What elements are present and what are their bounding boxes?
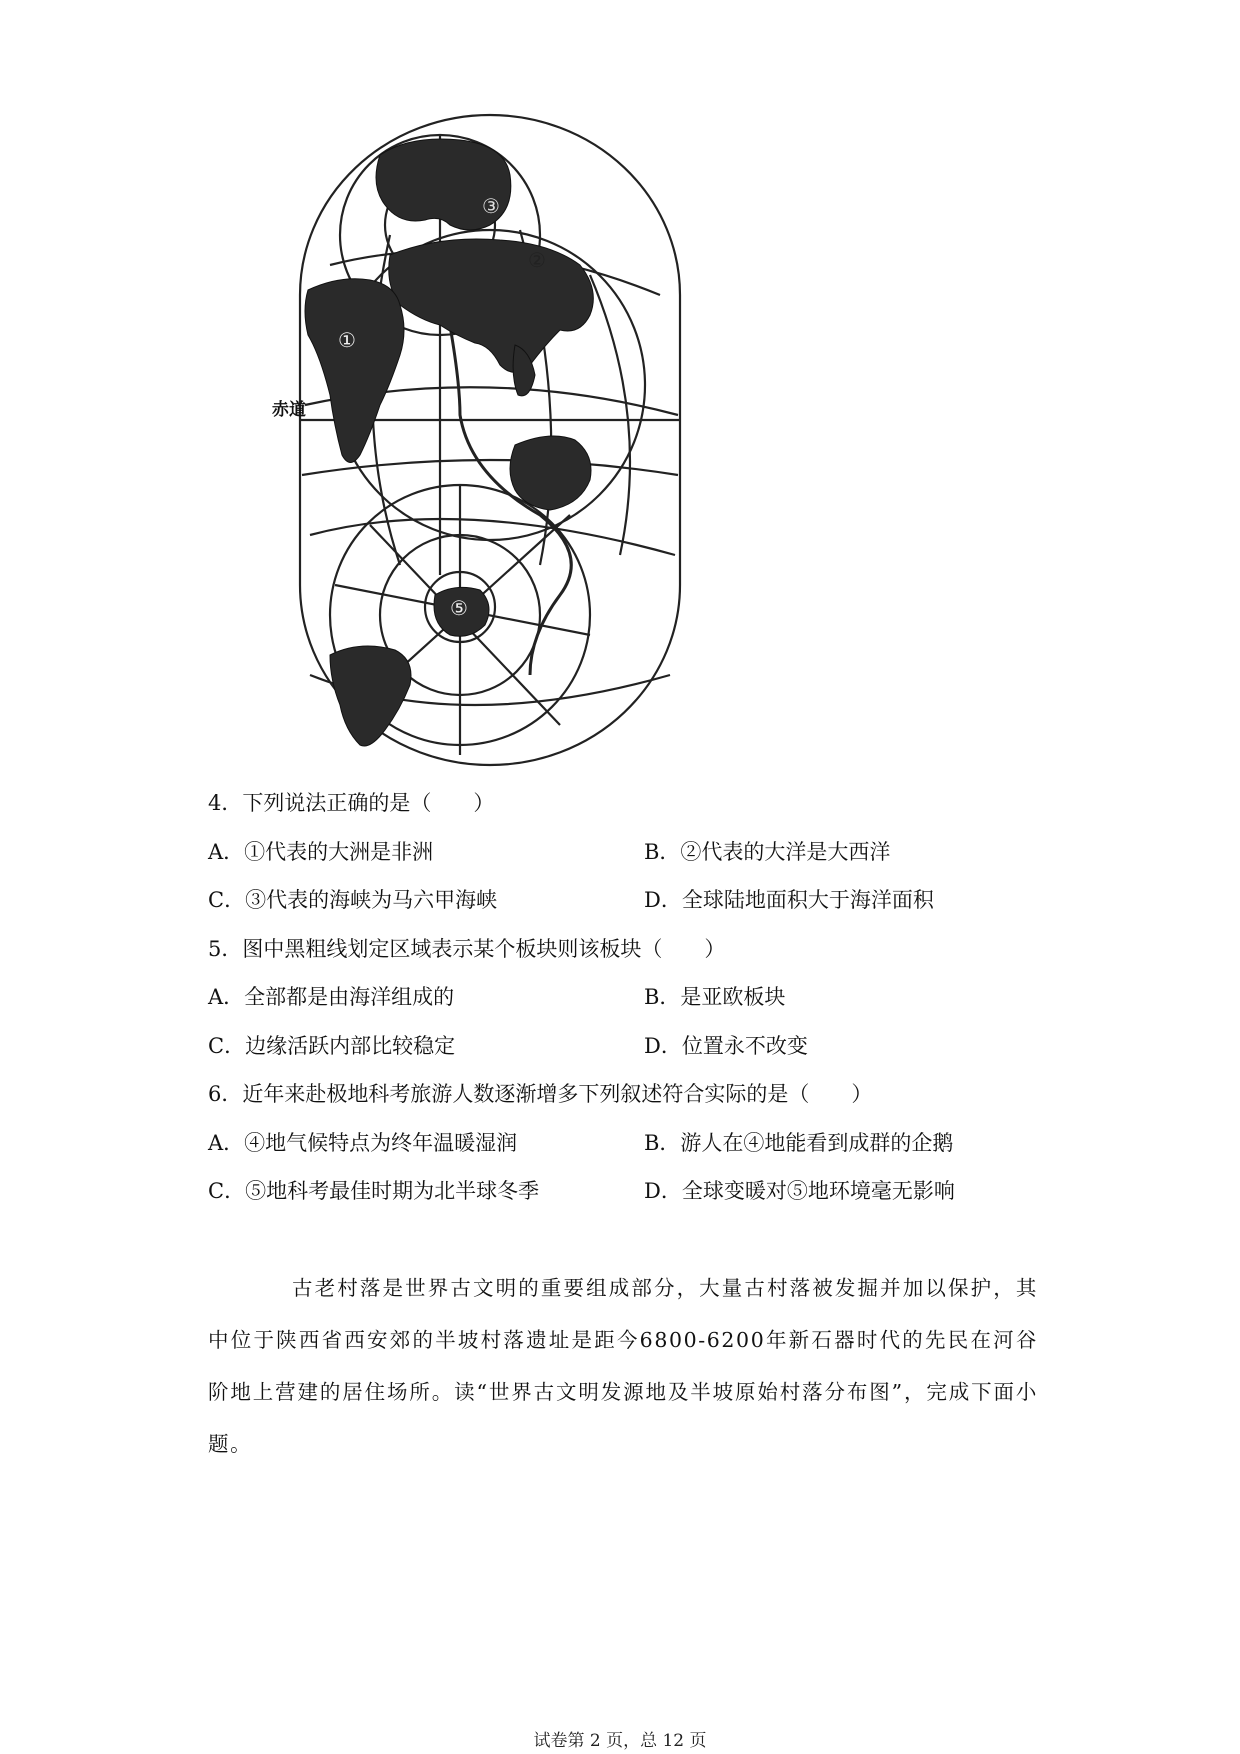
question-4-stem: 4．下列说法正确的是（ ） [208,791,495,815]
question-4-option-c: C．③代表的海峡为马六甲海峡 [208,888,498,912]
question-6-option-a: A．④地气候特点为终年温暖湿润 [208,1130,518,1155]
question-6-stem: 6．近年来赴极地科考旅游人数逐渐增多下列叙述符合实际的是（ ） [208,1082,873,1106]
question-4-option-a: A．①代表的大洲是非洲 [208,839,434,864]
question-5-option-a: A．全部都是由海洋组成的 [208,985,455,1009]
question-5-option-b: B．是亚欧板块 [644,985,786,1009]
question-6-option-c: C．⑤地科考最佳时期为北半球冬季 [208,1179,540,1203]
map-marker-2: ② [528,248,546,272]
world-map-svg [272,115,690,765]
question-5-options-row-2 [208,1029,1038,1078]
passage-text: 古老村落是世界古文明的重要组成部分，大量古村落被发掘并加以保护，其中位于陕西省西安郊的半坡村落遗址是距今6800-6200年新石器时代的先民在河谷阶地上营建的居住场所。读“世界古文明发源地及半坡原始村落分布图”，完成下面小题。 [208,1276,1038,1456]
question-5-stem: 5．图中黑粗线划定区域表示某个板块则该板块（ ） [208,936,726,961]
reading-passage [208,1262,1038,1470]
map-marker-5: ⑤ [450,596,468,620]
world-map-figure [272,115,690,765]
page-footer: 试卷第 2 页，总 12 页 [533,1731,707,1751]
question-5-option-c: C．边缘活跃内部比较稳定 [208,1033,456,1058]
question-6-option-b: B．游人在④地能看到成群的企鹅 [644,1130,954,1155]
question-5-options-row-1 [208,980,1038,1029]
question-4-option-b: B．②代表的大洋是大西洋 [644,839,891,864]
equator-label: 赤道 [272,400,306,420]
map-marker-1: ① [338,328,356,352]
question-4-options-row-1 [208,835,1038,884]
africa-landmass [305,279,404,463]
question-6-option-d: D．全球变暖对⑤地环境毫无影响 [644,1179,955,1203]
question-6-options-row-1 [208,1126,1038,1175]
map-marker-3: ③ [482,194,500,218]
meridian-4 [590,275,630,555]
question-block [208,786,1038,1223]
australia-landmass [510,436,591,510]
question-6-options-row-2 [208,1174,1038,1223]
question-4-option-d: D．全球陆地面积大于海洋面积 [644,888,934,912]
question-4-options-row-2 [208,883,1038,932]
eurasia-landmass [389,239,594,373]
south-america-landmass [330,646,411,746]
question-5-option-d: D．位置永不改变 [644,1033,808,1058]
lat-arc-3 [302,460,678,475]
